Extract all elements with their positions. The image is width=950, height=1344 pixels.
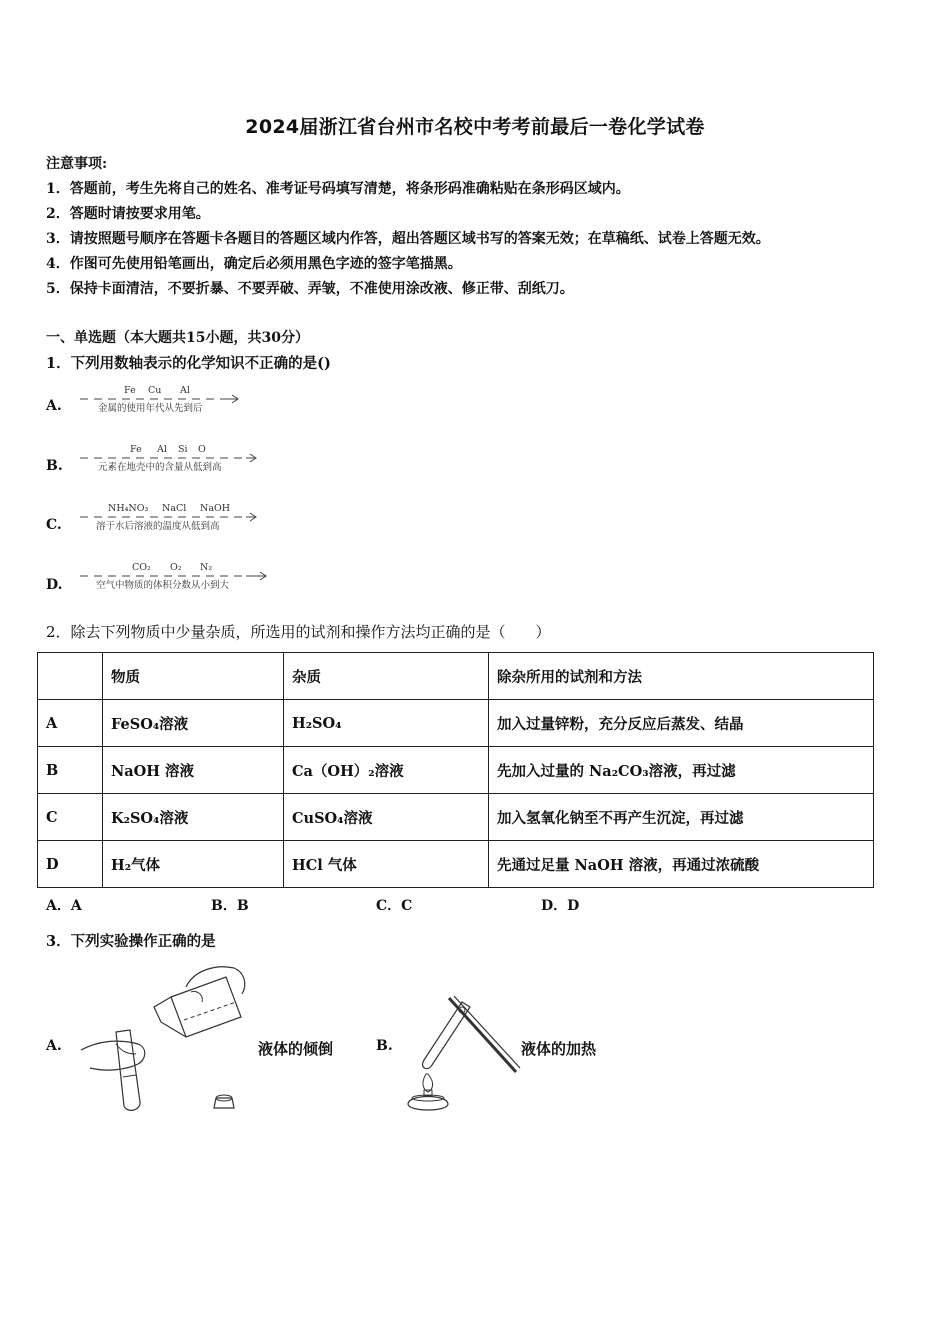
number-axis — [78, 384, 268, 418]
option-caption: 液体的倾倒 — [258, 1040, 334, 1058]
table-cell: H₂SO₄ — [284, 700, 489, 747]
axis-label: Al — [157, 444, 167, 455]
table-cell: Ca（OH）₂溶液 — [284, 747, 489, 794]
axis-label: Fe — [130, 444, 142, 455]
table-header-row — [38, 653, 874, 700]
axis-label: Al — [180, 385, 190, 396]
table-cell: NaOH 溶液 — [103, 747, 284, 794]
table-cell: C — [38, 794, 103, 841]
axis-label: Si — [178, 444, 188, 455]
table-header-cell: 除杂所用的试剂和方法 — [489, 653, 874, 700]
axis-label: NH₄NO₃ — [108, 503, 149, 514]
table-cell: 先通过足量 NaOH 溶液，再通过浓硫酸 — [489, 841, 874, 888]
axis-label: CO₂ — [132, 562, 151, 573]
table-cell: CuSO₄溶液 — [284, 794, 489, 841]
table-row — [38, 794, 874, 841]
table-cell: D — [38, 841, 103, 888]
table-cell: 加入氢氧化钠至不再产生沉淀，再过滤 — [489, 794, 874, 841]
question-1-stem: 1．下列用数轴表示的化学知识不正确的是() — [46, 355, 331, 372]
heating-liquid-illustration — [404, 994, 522, 1114]
number-axis — [78, 561, 268, 595]
question-2-stem: 2．除去下列物质中少量杂质，所选用的试剂和操作方法均正确的是（ ） — [46, 623, 551, 641]
impurity-table — [37, 652, 874, 888]
table-cell: FeSO₄溶液 — [103, 700, 284, 747]
axis-label: N₂ — [200, 562, 213, 573]
axis-label: O₂ — [170, 562, 182, 573]
answer-choice: C．C — [376, 898, 413, 914]
answer-choice: D．D — [541, 898, 580, 914]
answer-choice: B．B — [211, 898, 249, 914]
option-letter: A. — [46, 1038, 62, 1054]
option-letter: A. — [46, 398, 62, 414]
table-cell: H₂气体 — [103, 841, 284, 888]
notice-item: 2．答题时请按要求用笔。 — [46, 206, 210, 222]
table-cell: B — [38, 747, 103, 794]
option-letter: B. — [46, 458, 63, 474]
axis-label: O — [198, 444, 206, 455]
table-cell: K₂SO₄溶液 — [103, 794, 284, 841]
table-row — [38, 841, 874, 888]
table-cell: 先加入过量的 Na₂CO₃溶液，再过滤 — [489, 747, 874, 794]
table-header-cell: 物质 — [103, 653, 284, 700]
option-letter: C. — [46, 517, 62, 533]
option-letter: B. — [376, 1038, 393, 1054]
notice-item: 1．答题前，考生先将自己的姓名、准考证号码填写清楚，将条形码准确粘贴在条形码区域内。 — [46, 181, 630, 197]
option-caption: 液体的加热 — [521, 1040, 597, 1058]
axis-label: NaCl — [162, 503, 187, 514]
axis-caption: 空气中物质的体积分数从小到大 — [96, 580, 230, 591]
axis-label: Cu — [148, 385, 162, 396]
question-3-stem: 3．下列实验操作正确的是 — [46, 933, 216, 950]
axis-label: Fe — [124, 385, 136, 396]
axis-caption: 金属的使用年代从先到后 — [98, 403, 203, 414]
notice-item: 5．保持卡面清洁，不要折暴、不要弄破、弄皱，不准使用涂改液、修正带、刮纸刀。 — [46, 281, 574, 297]
option-letter: D. — [46, 577, 63, 593]
table-cell: HCl 气体 — [284, 841, 489, 888]
axis-caption: 溶于水后溶液的温度从低到高 — [96, 521, 220, 532]
table-header-cell: 杂质 — [284, 653, 489, 700]
number-axis — [78, 443, 268, 477]
answer-choice: A．A — [46, 898, 82, 914]
table-header-cell — [38, 653, 103, 700]
table-row — [38, 747, 874, 794]
table-row — [38, 700, 874, 747]
table-cell: 加入过量锌粉，充分反应后蒸发、结晶 — [489, 700, 874, 747]
page-title: 2024届浙江省台州市名校中考考前最后一卷化学试卷 — [245, 116, 705, 138]
table-cell: A — [38, 700, 103, 747]
section-heading: 一、单选题（本大题共15小题，共30分） — [46, 330, 309, 346]
axis-caption: 元素在地壳中的含量从低到高 — [98, 462, 222, 473]
axis-label: NaOH — [200, 503, 231, 514]
number-axis — [78, 502, 268, 536]
notice-item: 4．作图可先使用铅笔画出，确定后必须用黑色字迹的签字笔描黑。 — [46, 256, 462, 272]
pouring-liquid-illustration — [76, 962, 252, 1114]
notice-item: 3．请按照题号顺序在答题卡各题目的答题区域内作答，超出答题区域书写的答案无效；在草稿纸、试卷上答题无效。 — [46, 231, 770, 247]
notice-heading: 注意事项: — [46, 156, 108, 172]
